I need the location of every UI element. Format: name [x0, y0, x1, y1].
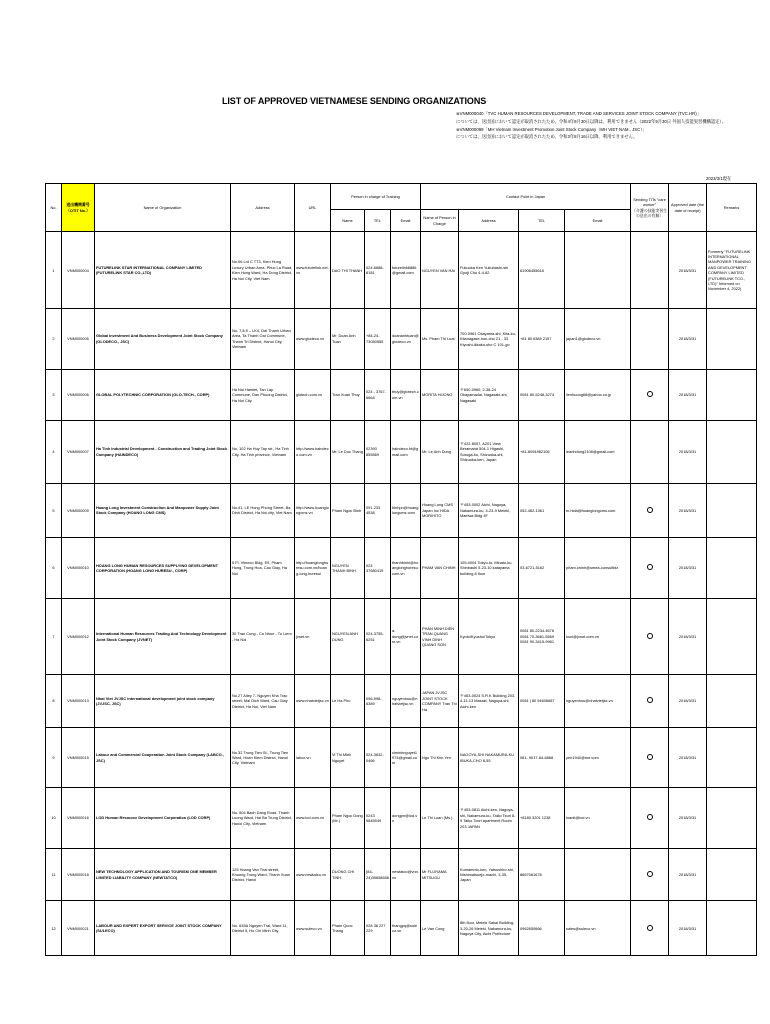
remarks: [707, 598, 757, 675]
japan-contact-tel: 052-462-1061: [519, 483, 565, 537]
approved-date: 2018/3/31: [669, 901, 707, 956]
col-address-header: Address: [231, 184, 295, 232]
table-row: [46, 675, 757, 727]
person-email: futurelink6886@gmail.com: [391, 232, 421, 309]
person-name: Mr. Doan Anh Tuan: [331, 309, 365, 370]
person-email: binhpn@hoanglongcms.com: [391, 483, 421, 537]
notes-block: [456, 110, 756, 141]
japan-contact-address: Kumamoto-ken, Yatsushiro-shi, Nishimatsuejo-machi, 3-35, Japan: [459, 848, 519, 900]
japan-contact-address: 〒422-8007, A201 View Beramaha 504-1 Higashi, Suruga-ku, Shizuoka-shi, Shizuoka-ken, Japan: [459, 421, 519, 484]
otit-number: VNM000013: [62, 675, 95, 727]
row-number: 5: [46, 483, 62, 537]
approved-date: 2018/3/31: [669, 232, 707, 309]
table-row: [46, 788, 757, 849]
note-line: ※VNM000099「MH Vietnam Investment Promotion Joint Stock Company（MH VIET NAM., JSC）」: [456, 126, 647, 132]
person-email: a-dung@jvnet.com.vn: [391, 598, 421, 675]
row-number: 10: [46, 788, 62, 849]
person-name: Pham Quoc Thang: [331, 901, 365, 956]
table-row: [46, 901, 757, 956]
japan-contact-tel: 81906455618: [519, 232, 565, 309]
approved-date: 2018/3/31: [669, 538, 707, 599]
circle-mark-icon: [647, 814, 653, 820]
url: glotech.com.vn: [295, 369, 331, 420]
japan-contact-email: yen1940@me.com: [565, 727, 631, 788]
person-name: Tran Xuan Thuy: [331, 369, 365, 420]
care-worker-mark: [631, 675, 669, 727]
table-row: [46, 598, 757, 675]
url: www.glodeco.vn: [295, 309, 331, 370]
col-name-header: Name: [331, 210, 365, 232]
care-worker-mark: [631, 848, 669, 900]
organization-name: NEW TECHNOLOGY APPLICATION AND TOURISM ONE MEMBER LIMITED LIABILITY COMPANY (NEWTATCO): [95, 848, 231, 900]
address: 5 Fl, Vimeco Bldg, E9, Pham Hung, Trung Hoa, Cau Giay, Ha Noi: [231, 538, 295, 599]
person-tel: 024-3755-6251: [365, 598, 391, 675]
approved-date: 2018/3/31: [669, 727, 707, 788]
approved-date: 2018/3/31: [669, 675, 707, 727]
col-tel-header: TEL: [365, 210, 391, 232]
japan-contact-tel: 0081 | 80 94606687: [519, 675, 565, 727]
table-row: [46, 309, 757, 370]
care-worker-mark: [631, 727, 669, 788]
person-name: Pham Ngoc Binh: [331, 483, 365, 537]
japan-contact-address: Kyoto/Kyushu/Tokyo: [459, 598, 519, 675]
person-email: nguyenhuu@nhatvietjsc.vn: [391, 675, 421, 727]
remarks: [707, 309, 757, 370]
person-charge-header: Person in charge of Training: [331, 184, 421, 210]
col-jp-tel-header: TEL: [519, 210, 565, 232]
otit-number: VNM000010: [62, 538, 95, 599]
japan-contact-name: Mr FUJIYAMA MITSUGU: [421, 848, 459, 900]
person-tel: 024-3632-0466: [365, 727, 391, 788]
row-number: 9: [46, 727, 62, 788]
person-tel: 0243 9845549: [365, 788, 391, 849]
sending-label-jp: （介護の技能実習生の送出の有無）: [632, 207, 668, 219]
col-no-header: No.: [46, 184, 62, 232]
approved-date: 2018/3/31: [669, 369, 707, 420]
url: http://www.hoanglongcms.vn: [295, 483, 331, 537]
japan-contact-email: m.hida@hoanglongcms.com: [565, 483, 631, 537]
col-email-header: Email: [391, 210, 421, 232]
approved-date: 2018/3/31: [669, 309, 707, 370]
col-jp-address-header: Address: [459, 210, 519, 232]
person-email: doananhtuan@glodeco.vn: [391, 309, 421, 370]
japan-contact-address: 〒463-0024 S.R.K Building 203, 4-11-13 Masaki, Nagoya-shi, Aichi-ken: [459, 675, 519, 727]
japan-contact-name: NGUYEN VAN HAI: [421, 232, 459, 309]
person-name: NGUYEN THANH BINH: [331, 538, 365, 599]
approved-date: 2018/3/31: [669, 483, 707, 537]
remarks: [707, 788, 757, 849]
address: No. 102 Ha Huy Tap str., Ha Tinh City, Ha Tinh province, Vietnam: [231, 421, 295, 484]
organization-name: LABOUR AND EXPERT EXPORT SERVICE JOINT STOCK COMPANY (SULECO): [95, 901, 231, 956]
row-number: 11: [46, 848, 62, 900]
otit-number: VNM000006: [62, 369, 95, 420]
japan-contact-address: 〒650-0960, 2-38-24 Okayamadai, Nagasaki-shi, Nagasaki: [459, 369, 519, 420]
japan-contact-name: Le Van Cong: [421, 901, 459, 956]
person-name: Pham Ngoc Dong (Mr.): [331, 788, 365, 849]
person-name: DAO THI THANH: [331, 232, 365, 309]
person-tel: (84-24)35658658: [365, 848, 391, 900]
person-name: Le Ha Phu: [331, 675, 365, 727]
approved-date: 2018/3/31: [669, 598, 707, 675]
otit-number: VNM000005: [62, 309, 95, 370]
table-row: [46, 421, 757, 484]
otit-number: VNM000007: [62, 421, 95, 484]
col-jp-email-header: Email: [565, 210, 631, 232]
circle-mark-icon: [647, 391, 653, 397]
organization-name: Ha Tinh Industrial Development - Construction and Trading Joint Stock Company (HAINDECO): [95, 421, 231, 484]
row-number: 3: [46, 369, 62, 420]
address: 30 Tran Cung - Co Nhue - Tu Liem - Ha Noi: [231, 598, 295, 675]
organizations-table: [45, 183, 757, 956]
remarks: [707, 538, 757, 599]
note-line: については、送出国において認定が取消されたため、令和4年9月30日以降は、利用できません（2022年9月30日 外国人技能実習機構認定）。: [456, 118, 726, 124]
table-row: [46, 727, 757, 788]
japan-contact-name: MORITA HIJONG: [421, 369, 459, 420]
japan-contact-email: leanhdung2108@gmail.com: [565, 421, 631, 484]
care-worker-mark: [631, 309, 669, 370]
circle-mark-icon: [647, 925, 653, 931]
japan-contact-email: kuni@jvnet.com.vn: [565, 598, 631, 675]
japan-contact-email: japan1@glodeco.vn: [565, 309, 631, 370]
col-remarks-header: Remarks: [707, 184, 757, 232]
person-tel: +84-24-73050555: [365, 309, 391, 370]
person-tel: 028 38 227 229: [365, 901, 391, 956]
person-email: thanhbinhl@hoanglonghuresu.com.vn: [391, 538, 421, 599]
japan-contact-name: PHAM VAN CHINH: [421, 538, 459, 599]
person-email: newtatco@vnn.vn: [391, 848, 421, 900]
person-email: thuy@glotech.com.vn: [391, 369, 421, 420]
care-worker-mark: [631, 421, 669, 484]
person-email: viminhnguyet1974@gmail.com: [391, 727, 421, 788]
care-worker-mark: [631, 901, 669, 956]
japan-contact-tel: 0081 80-5248-3274: [519, 369, 565, 420]
japan-contact-tel: +8180 3201 1238: [519, 788, 565, 849]
page-title: LIST OF APPROVED VIETNAMESE SENDING ORGANIZATIONS: [222, 96, 487, 106]
japan-contact-email: nguyenhuu@nhatvietjsc.vn: [565, 675, 631, 727]
circle-mark-icon: [647, 697, 653, 703]
table-row: [46, 483, 757, 537]
person-email: dongpn@lod.vn: [391, 788, 421, 849]
col-org-header: Name of Organization: [95, 184, 231, 232]
remarks: [707, 848, 757, 900]
care-worker-mark: [631, 538, 669, 599]
col-otit-header: [62, 184, 95, 232]
row-number: 2: [46, 309, 62, 370]
remarks: [707, 483, 757, 537]
person-tel: 024-6688-8181: [365, 232, 391, 309]
japan-contact-tel: +81-8094982106: [519, 421, 565, 484]
address: No.32 Trung Tien St., Trung Tien Ward, Hoan Kiem District, Hanoi City, Vietnam: [231, 727, 295, 788]
header-row: [46, 184, 757, 210]
care-worker-mark: [631, 232, 669, 309]
url: http://hoanglonghuresu.com.vn/hoang-long-huresu/: [295, 538, 331, 599]
japan-contact-tel: 0962650666: [519, 901, 565, 956]
remarks: [707, 675, 757, 727]
otit-number: VNM000004: [62, 232, 95, 309]
japan-contact-name: Hoang Long CMS Japan Inc HIDA MORIHITO: [421, 483, 459, 537]
otit-number: VNM000016: [62, 788, 95, 849]
otit-number: VNM000018: [62, 848, 95, 900]
address: No.06 Lot C TT3, Kien Hung Luxury Urban Area, Phuc La Road, Kien Hung Ward, Ha Dong District, Ha Noi City, Viet Nam: [231, 232, 295, 309]
japan-contact-tel: 0081 80-2234-4676 0081 70-3661-5569 0081 90-3415-9981: [519, 598, 565, 675]
japan-contact-tel: 081- 9017-64-6868: [519, 727, 565, 788]
url: www.lod.com.vn: [295, 788, 331, 849]
remarks: [707, 727, 757, 788]
address: No. 7,8,9 – LK4, Dai Thanh Urban Area, Ta Thanh Oai Commune, Thanh Tri District, Hanoi City, Vietnam: [231, 309, 295, 370]
person-name: DUONG CHI TINH: [331, 848, 365, 900]
care-worker-mark: [631, 369, 669, 420]
japan-contact-tel: 03-6721-5162: [519, 538, 565, 599]
japan-contact-address: 8th floor, Meieki Sakai Building, 3-20-26 Meieki, Nakamura-ku, Nagoya City, Aichi Prefecture: [459, 901, 519, 956]
sending-label: Sending TITs "care worker": [633, 196, 666, 208]
row-number: 8: [46, 675, 62, 727]
japan-contact-address: 〒453-0811 Aichi-ken, Nagoya-shi, Nakamura-ku, Taiko Tsuri 8-9 Taiko Toori apartment Room 203 JAPAN: [459, 788, 519, 849]
person-email: haindeco.ht@gmail.com: [391, 421, 421, 484]
person-tel: 096-998-6389: [365, 675, 391, 727]
person-tel: 091 233 4538: [365, 483, 391, 537]
otit-number: VNM000015: [62, 727, 95, 788]
row-number: 12: [46, 901, 62, 956]
address: 125 Hoang Van Thai street, Khuong Trung Ward, Thanh Xuan District, Hanoi: [231, 848, 295, 900]
japan-contact-name: PHAN MINH DIEN TRAN QUANG VINH DINH QUANG SON: [421, 598, 459, 675]
japan-contact-name: Mr. Le Anh Dung: [421, 421, 459, 484]
note-line: ※VNM000040「TVC HUMAN RESOURCES DEVELOPMENT, TRADE AND SERVICES JOINT STOCK COMPANY (TVC.HR)」: [456, 111, 701, 116]
address: No. 604 Bach Dang Road, Thanh Luong Ward, Hai Ba Trung District, Hanoi City, Vietnam: [231, 788, 295, 849]
organization-name: FUTURELINK STAR INTERNATIONAL COMPANY LIMITED (FUTURELINK STAR CO.,LTD): [95, 232, 231, 309]
contact-japan-header: Contact Point in Japan: [421, 184, 631, 210]
url: www.suleco.vn: [295, 901, 331, 956]
japan-contact-email: loanlt@lod.vn: [565, 788, 631, 849]
otit-number: VNM000012: [62, 598, 95, 675]
japan-contact-address: 700-0961 Okayama-shi, Kita-ku, Kitanagase-hon-cho 21 - 33 Kiyoshi-ikkaku-sho C 101-go: [459, 309, 519, 370]
url: labco.vn: [295, 727, 331, 788]
organization-name: Global Investment And Business Development Joint Stock Company (GLODECO., JSC): [95, 309, 231, 370]
japan-contact-address: 105-0004 Tokyo-to, Minato-ku, Shinbashi 5-23-10 katayama building 8 floor: [459, 538, 519, 599]
table-row: [46, 232, 757, 309]
remarks: [707, 369, 757, 420]
row-number: 1: [46, 232, 62, 309]
care-worker-mark: [631, 788, 669, 849]
organization-name: International Human Resources Trading And Technology Development Joint Stock Company (JVNET): [95, 598, 231, 675]
japan-contact-address: NAGOYA-SHI NAKAMURA-KU IBUKA-CHO 8-55: [459, 727, 519, 788]
remarks: [707, 901, 757, 956]
otit-label-en: （OTIT No.）: [66, 207, 90, 213]
approved-date: 2018/3/31: [669, 421, 707, 484]
circle-mark-icon: [647, 507, 653, 513]
organization-name: LOD Human Resource Development Corporation (LOD CORP): [95, 788, 231, 849]
japan-contact-email: pham.chinh@smea-consultbiz: [565, 538, 631, 599]
table-row: [46, 848, 757, 900]
otit-number: VNM000021: [62, 901, 95, 956]
organization-name: Hoang Long Investment Construction And Manpower Supply Joint Stock Company (HOANG LONG CMS): [95, 483, 231, 537]
japan-contact-address: 〒453-0002 Aichi, Nagoya, Nakamura-ku, 4-23-9 Meieki, Maeiwa Bldg 4F: [459, 483, 519, 537]
approved-date: 2018/3/31: [669, 788, 707, 849]
japan-contact-email: [565, 232, 631, 309]
as-of-date: 2023/3/1現在: [706, 176, 732, 181]
otit-number: VNM000009: [62, 483, 95, 537]
japan-contact-email: lienhuong68@yahoo.co.jp: [565, 369, 631, 420]
person-tel: 024 37680419: [365, 538, 391, 599]
col-jp-name-header: Name of Person in Charge: [421, 210, 459, 232]
url: http://www.haindeco.com.vn: [295, 421, 331, 484]
table-row: [46, 369, 757, 420]
circle-mark-icon: [647, 633, 653, 639]
address: No.41, LE Hong Phong Street, Ba Dinh District, Ha Noi city, Viet Nam: [231, 483, 295, 537]
address: Ha Noi Hamlet, Tan Lap Commune, Dan Phuong District, Ha Noi City: [231, 369, 295, 420]
person-name: Mr. Le Duc Thang: [331, 421, 365, 484]
japan-contact-email: sales@suleco.vn: [565, 901, 631, 956]
organization-name: HOANG LONG HUMAN RESOURCES SUPPLYING DEVELOPMENT CORPORATION (HOANG LONG HURESU., CORP): [95, 538, 231, 599]
circle-mark-icon: [647, 871, 653, 877]
care-worker-mark: [631, 483, 669, 537]
japan-contact-name: JAPAN JVJSC JOINT STOCK COMPANY Tran Thi Ha: [421, 675, 459, 727]
address: No. 635A Nguyen Trai, Ward 11, District 5, Ho Chi Minh City: [231, 901, 295, 956]
col-url-header: URL: [295, 184, 331, 232]
approved-date: 2018/3/31: [669, 848, 707, 900]
circle-mark-icon: [647, 564, 653, 570]
organization-name: GLOBAL POLYTECHNIC CORPORATION (GLO-TECH., CORP): [95, 369, 231, 420]
japan-contact-name: Ngo Thi Kim Yen: [421, 727, 459, 788]
japan-contact-name: Le Thi Loan (Ms.): [421, 788, 459, 849]
url: www.nhatvietjsc.vn: [295, 675, 331, 727]
url: www.newtatco.vn: [295, 848, 331, 900]
note-line: については、送出国において認定が取消されたため、令和3年8月16日以降、利用できません。: [456, 134, 638, 140]
row-number: 7: [46, 598, 62, 675]
japan-contact-name: Ms. Pham Thi Luat: [421, 309, 459, 370]
url: www.futurelink.net.vn: [295, 232, 331, 309]
organization-name: Nhat Viet JVJSC International development joint stock company (JVJSC, JSC): [95, 675, 231, 727]
row-number: 6: [46, 538, 62, 599]
circle-mark-icon: [647, 754, 653, 760]
col-sending-header: [631, 184, 669, 232]
row-number: 4: [46, 421, 62, 484]
japan-contact-email: [565, 848, 631, 900]
col-approved-header: Approved date (the date of receipt): [669, 184, 707, 232]
remarks: [707, 421, 757, 484]
organization-name: Labour and Commercial Cooperation Joint Stock Company (LABCO., JSC): [95, 727, 231, 788]
japan-contact-tel: 8667061678: [519, 848, 565, 900]
person-name: NGUYEN ANH DUNG: [331, 598, 365, 675]
address: No.27 Alley 7- Nguyen Kha Trac street, Mai Dich Ward, Cau Giay District, Ha Noi, Viet Nam: [231, 675, 295, 727]
table-row: [46, 538, 757, 599]
person-tel: 024 - 3767-6664: [365, 369, 391, 420]
care-worker-mark: [631, 598, 669, 675]
japan-contact-tel: +81 80 6389 2157: [519, 309, 565, 370]
remarks: Formerly "FUTURELINK INTERNATIONAL MANPOWER TRAINING AND DEVELOPMENT COMPANY LIMITED (FUTURELINK TCO., LTD)" Informed on November 4, 2022): [707, 232, 757, 309]
japan-contact-address: Fukuoka Ken Yukuhashi-shi Gyoji Cho 4-4-62: [459, 232, 519, 309]
otit-label: 送出機関番号: [66, 202, 90, 208]
person-tel: 02393 855569: [365, 421, 391, 484]
url: jvnet.vn: [295, 598, 331, 675]
person-email: thangpq@suleco.vn: [391, 901, 421, 956]
person-name: Vi Thi Minh Nguyet: [331, 727, 365, 788]
